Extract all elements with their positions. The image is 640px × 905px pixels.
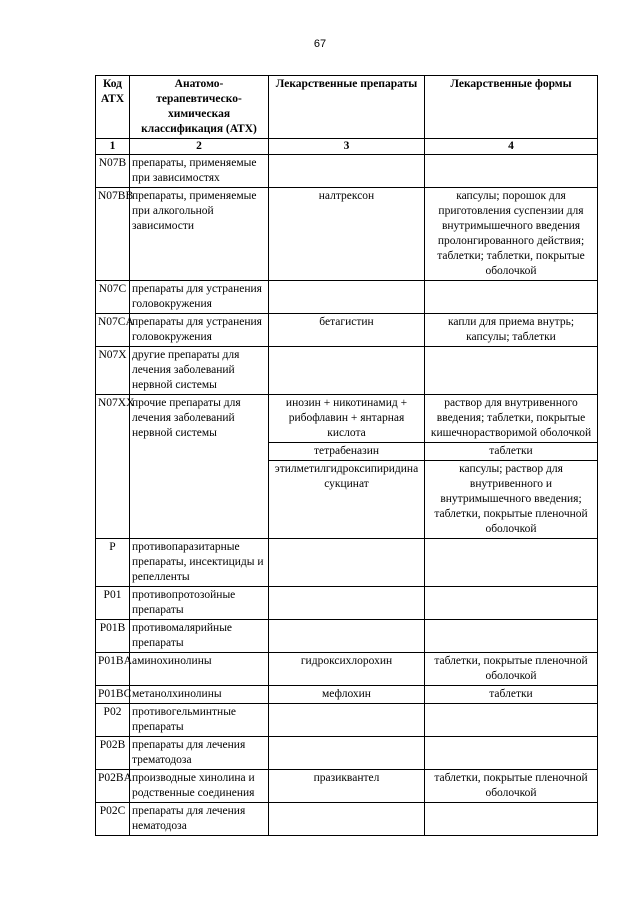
drug-form [425, 587, 598, 620]
table-row [96, 620, 598, 653]
drug-name [269, 281, 425, 314]
atx-name: противопротозойные препараты [130, 587, 269, 620]
table-row [96, 395, 598, 443]
atx-name: препараты для устранения головокружения [130, 281, 269, 314]
drug-name [269, 737, 425, 770]
drug-name: тетрабеназин [269, 443, 425, 461]
table-row [96, 314, 598, 347]
drug-name [269, 347, 425, 395]
atx-name: производные хинолина и родственные соединения [130, 770, 269, 803]
table-row [96, 770, 598, 803]
drug-form: таблетки, покрытые пленочной оболочкой [425, 653, 598, 686]
drug-form [425, 803, 598, 836]
table-row [96, 188, 598, 281]
atx-code: P02C [96, 803, 130, 836]
column-number: 2 [130, 139, 269, 155]
drug-form: таблетки, покрытые пленочной оболочкой [425, 770, 598, 803]
drug-form: капсулы; раствор для внутривенного и внутримышечного введения; таблетки, покрытые пленочной оболочкой [425, 461, 598, 539]
header-classification: Анатомо-терапевтическо-химическая классификация (АТХ) [130, 76, 269, 139]
drug-name: налтрексон [269, 188, 425, 281]
atx-code: N07XX [96, 395, 130, 539]
table-row [96, 347, 598, 395]
header-row [96, 76, 598, 139]
column-number: 3 [269, 139, 425, 155]
drug-form: таблетки [425, 443, 598, 461]
atx-name: противомалярийные препараты [130, 620, 269, 653]
drug-name: бетагистин [269, 314, 425, 347]
drug-form: капсулы; порошок для приготовления суспензии для внутримышечного введения пролонгированного действия; таблетки; таблетки, покрытые оболочкой [425, 188, 598, 281]
atx-name: препараты, применяемые при алкогольной зависимости [130, 188, 269, 281]
atx-code: P01BA [96, 653, 130, 686]
table-row [96, 587, 598, 620]
column-number-row [96, 139, 598, 155]
drug-form: капли для приема внутрь; капсулы; таблетки [425, 314, 598, 347]
atx-code: P01 [96, 587, 130, 620]
table-row [96, 653, 598, 686]
atx-table [95, 75, 598, 836]
drug-name [269, 620, 425, 653]
drug-name [269, 155, 425, 188]
atx-name: прочие препараты для лечения заболеваний нервной системы [130, 395, 269, 539]
header-forms: Лекарственные формы [425, 76, 598, 139]
drug-form [425, 539, 598, 587]
atx-name: противопаразитарные препараты, инсектициды и репелленты [130, 539, 269, 587]
column-number: 1 [96, 139, 130, 155]
atx-code: P01B [96, 620, 130, 653]
atx-code: P02BA [96, 770, 130, 803]
drug-name: гидроксихлорохин [269, 653, 425, 686]
atx-name: препараты, применяемые при зависимостях [130, 155, 269, 188]
atx-code: P02 [96, 704, 130, 737]
table-row [96, 539, 598, 587]
drug-name: празиквантел [269, 770, 425, 803]
drug-name: инозин + никотинамид + рибофлавин + янтарная кислота [269, 395, 425, 443]
atx-name: препараты для лечения нематодоза [130, 803, 269, 836]
atx-name: метанолхинолины [130, 686, 269, 704]
header-code: Код АТХ [96, 76, 130, 139]
table-row [96, 155, 598, 188]
drug-form [425, 620, 598, 653]
drug-form [425, 281, 598, 314]
atx-code: N07BB [96, 188, 130, 281]
drug-form [425, 737, 598, 770]
atx-code: N07C [96, 281, 130, 314]
page-number: 67 [313, 38, 327, 50]
atx-name: препараты для лечения трематодоза [130, 737, 269, 770]
atx-code: N07CA [96, 314, 130, 347]
atx-code: P02B [96, 737, 130, 770]
atx-name: аминохинолины [130, 653, 269, 686]
drug-name [269, 803, 425, 836]
header-drugs: Лекарственные препараты [269, 76, 425, 139]
drug-form [425, 155, 598, 188]
table-row [96, 704, 598, 737]
atx-name: препараты для устранения головокружения [130, 314, 269, 347]
table-row [96, 737, 598, 770]
atx-name: другие препараты для лечения заболеваний нервной системы [130, 347, 269, 395]
drug-name: мефлохин [269, 686, 425, 704]
table-row [96, 281, 598, 314]
atx-code: P01BC [96, 686, 130, 704]
drug-name [269, 587, 425, 620]
table-row [96, 803, 598, 836]
drug-form [425, 704, 598, 737]
drug-form: раствор для внутривенного введения; таблетки, покрытые кишечнорастворимой оболочкой [425, 395, 598, 443]
drug-form [425, 347, 598, 395]
atx-code: N07B [96, 155, 130, 188]
atx-name: противогельминтные препараты [130, 704, 269, 737]
table-row [96, 686, 598, 704]
drug-name [269, 704, 425, 737]
atx-code: N07X [96, 347, 130, 395]
drug-form: таблетки [425, 686, 598, 704]
column-number: 4 [425, 139, 598, 155]
atx-code: P [96, 539, 130, 587]
drug-name: этилметилгидроксипиридина сукцинат [269, 461, 425, 539]
drug-name [269, 539, 425, 587]
